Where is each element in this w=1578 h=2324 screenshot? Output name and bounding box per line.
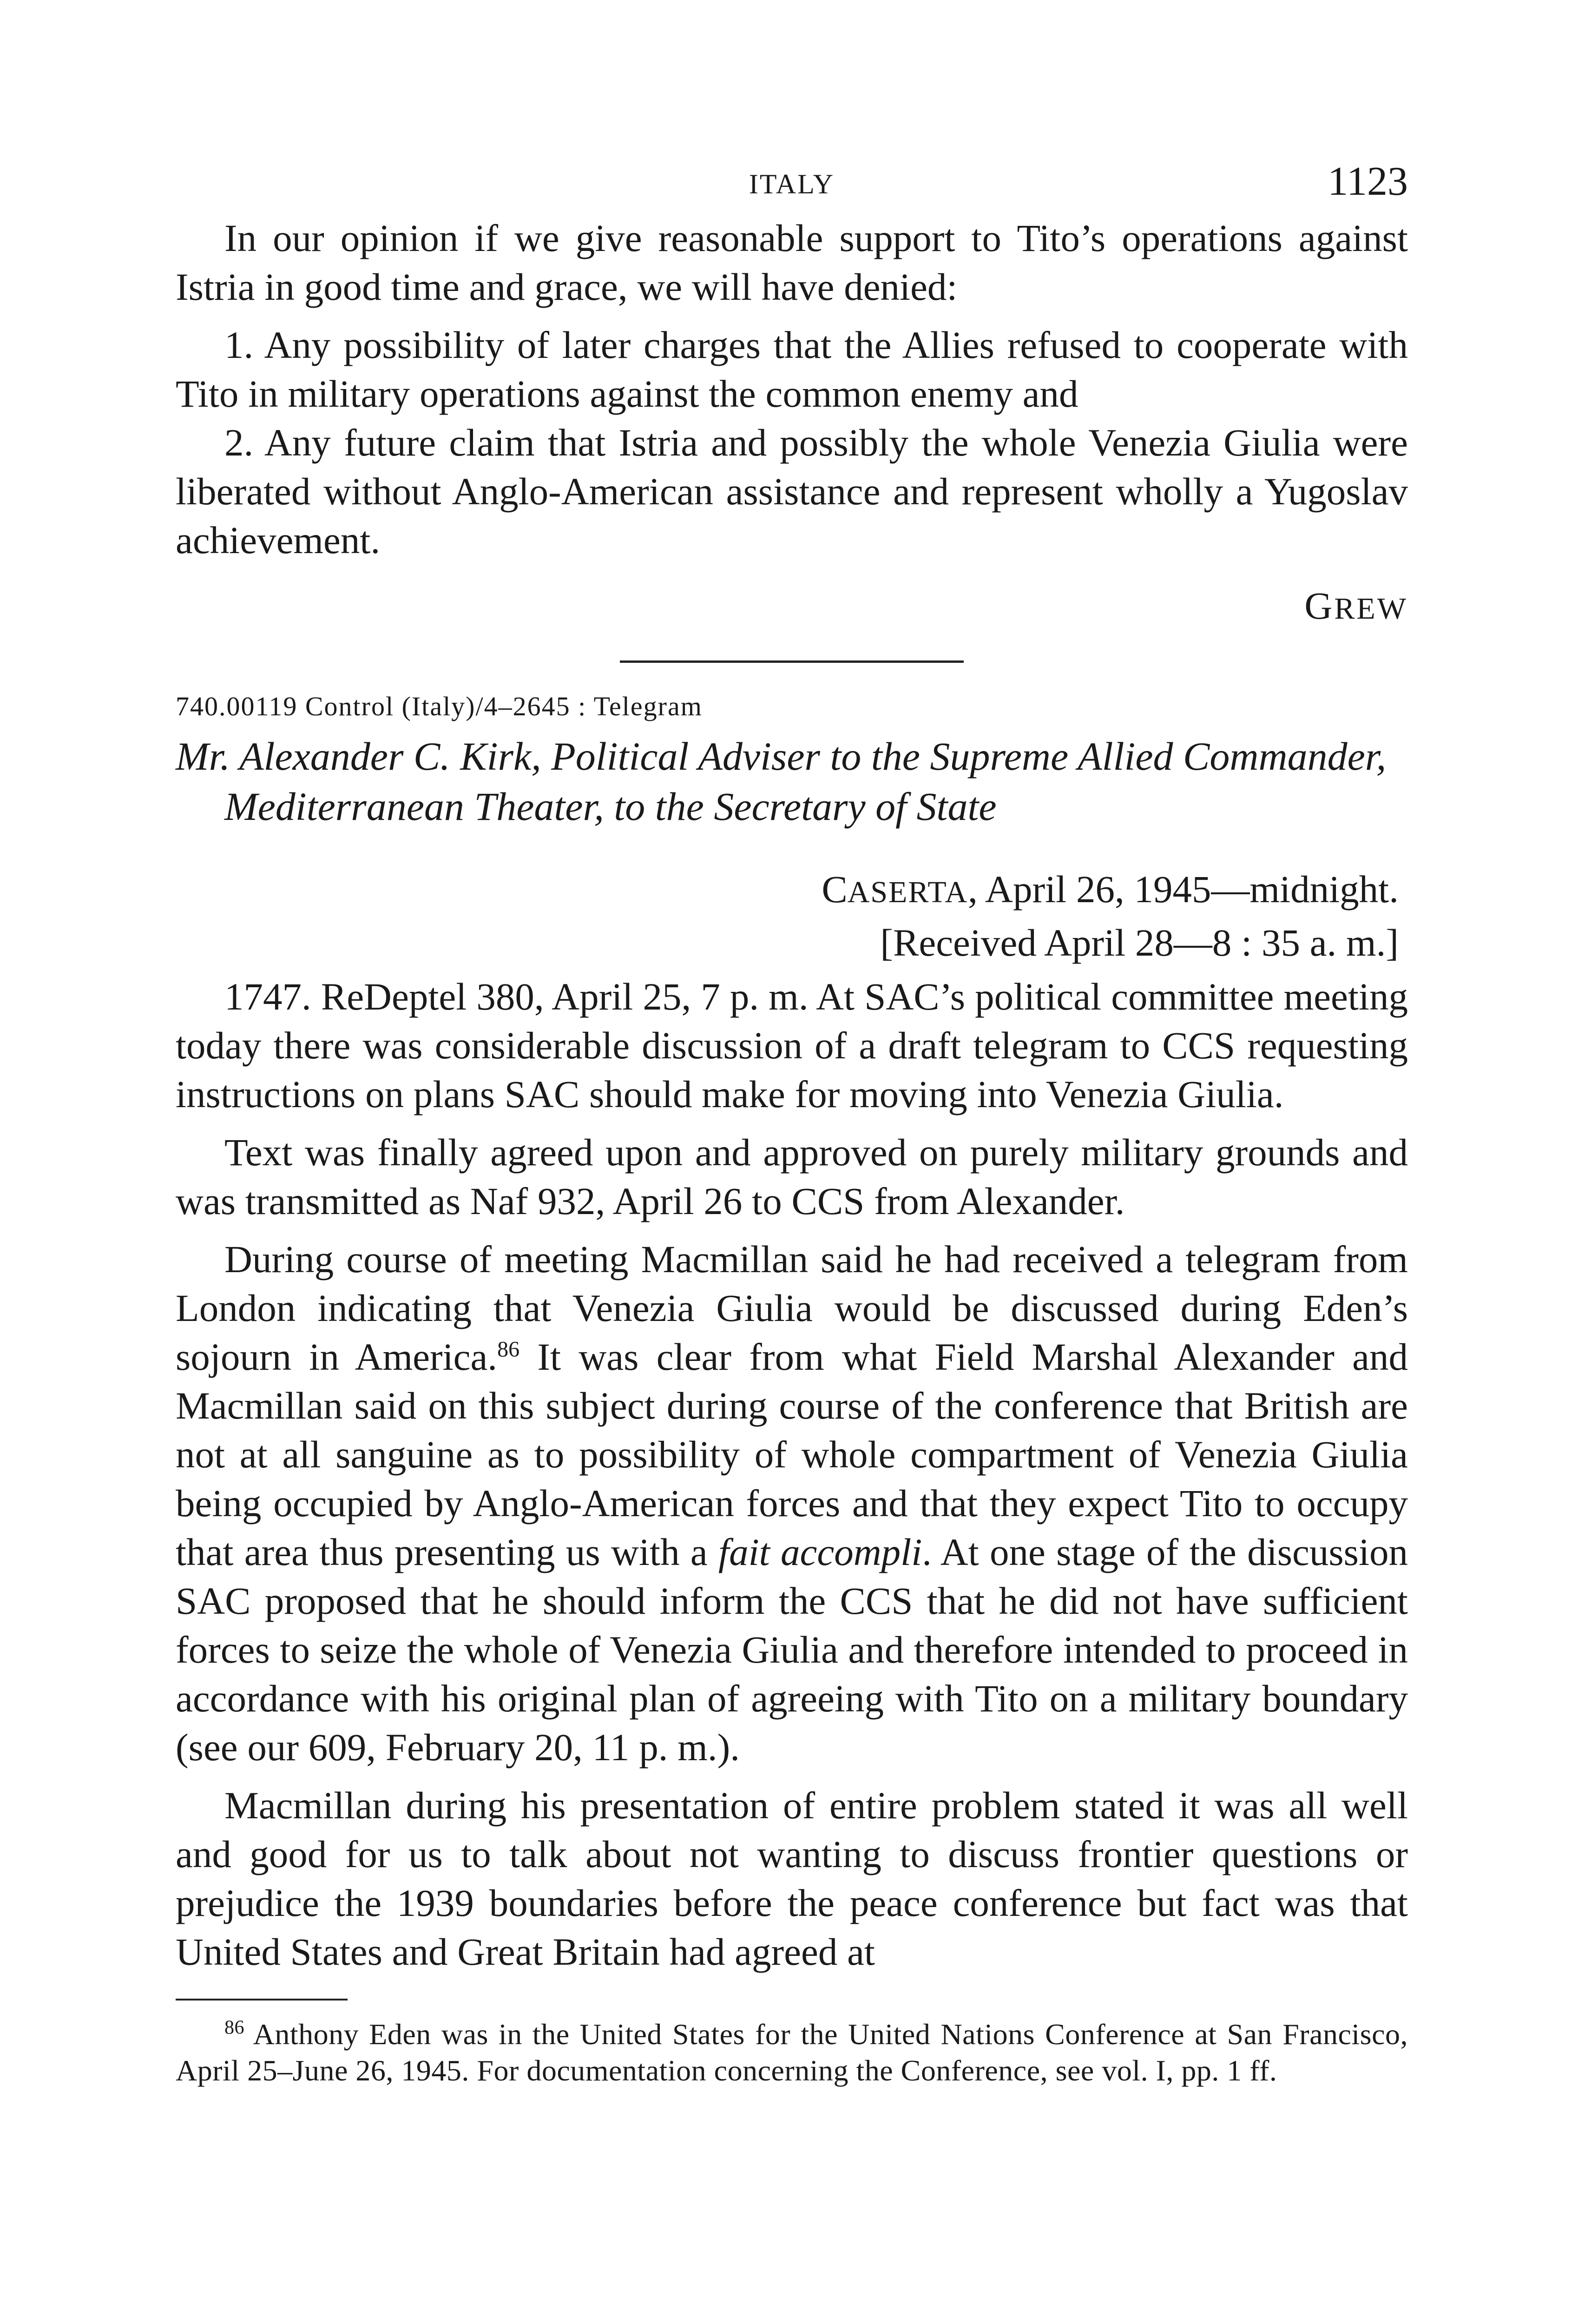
running-title: ITALY xyxy=(749,169,835,199)
heading-rest: , Political Adviser to the Supreme Allied Commander, Mediterranean Theater, to the Secretary of State xyxy=(224,734,1387,829)
dateline-date: , April 26, 1945—midnight. xyxy=(968,868,1399,911)
signature-rest: REW xyxy=(1334,592,1408,626)
dateline-place-date xyxy=(176,864,1399,918)
para-3-part-a: During course of meeting Macmillan said he had received a telegram from London indicating that Venezia Giulia would be discussed during Eden’s sojourn in America. xyxy=(176,1238,1408,1378)
footnote xyxy=(176,2016,1408,2089)
prev-list-item-1: 1. Any possibility of later charges that the Allies refused to cooperate with Tito in military operations against the common enemy and xyxy=(176,324,1408,415)
footnote-volume: I xyxy=(1156,2054,1166,2087)
dateline-place-initial: C xyxy=(822,868,848,911)
body-paragraph-1: 1747. ReDeptel 380, April 25, 7 p. m. At SAC’s political committee meeting today there was considerable discussion of a draft telegram to CCS requesting instructions on plans SAC should make for moving into Venezia Giulia. xyxy=(176,975,1408,1116)
footnote-mark: 86 xyxy=(224,2017,244,2039)
para-3-part-c: . At one stage of the discussion SAC proposed that he should inform the CCS that he did not have sufficient forces to seize the whole of Venezia Giulia and therefore intended to proceed in accordance with his original plan of agreeing with Tito on a military boundary (see our 609, February 20, 11 p. m.). xyxy=(176,1531,1408,1769)
para-3-part-b: It was clear from what Field Marshal Alexander and Macmillan said on this subject during course of the conference that British are not at all sanguine as to possibility of whole compartment of Venezia Giulia being occupied by Anglo-American forces and that they expect Tito to occupy that area thus presenting us with a xyxy=(176,1335,1408,1573)
para-3-italic: fait accompli xyxy=(718,1531,922,1573)
file-reference: 740.00119 Control (Italy)/4–2645 : Telegram xyxy=(176,691,703,721)
document-page xyxy=(176,158,1408,2089)
prev-intro-paragraph: In our opinion if we give reasonable support to Tito’s operations against Istria in good time and grace, we will have denied: xyxy=(176,217,1408,308)
signature-initial: G xyxy=(1304,584,1335,627)
page-number: 1123 xyxy=(1328,159,1408,204)
received-line: [Received April 28—8 : 35 a. m.] xyxy=(880,921,1399,964)
body-paragraph-2: Text was finally agreed upon and approved on purely military grounds and was transmitted as Naf 932, April 26 to CCS from Alexander. xyxy=(176,1131,1408,1222)
footnote-text-end: , pp. 1 ff. xyxy=(1166,2054,1277,2087)
dateline xyxy=(176,864,1408,968)
heading-name: Mr. Alexander C. Kirk xyxy=(176,734,532,779)
signature xyxy=(176,583,1408,628)
document-heading xyxy=(176,731,1408,832)
running-head xyxy=(176,158,1408,209)
section-divider xyxy=(620,660,964,663)
body-paragraph-4: Macmillan during his presentation of entire problem stated it was all well and good for us to talk about not wanting to discuss frontier questions or prejudice the 1939 boundaries before the peace conference but fact was that United States and Great Britain had agreed at xyxy=(176,1784,1408,1973)
footnote-text: Anthony Eden was in the United States for the United Nations Conference at San Francisco, April 25–June 26, 1945. For documentation concerning the Conference, see vol. xyxy=(176,2018,1408,2087)
footnote-reference[interactable]: 86 xyxy=(497,1337,520,1362)
body-paragraph-3 xyxy=(176,1235,1408,1772)
dateline-place-rest: ASERTA xyxy=(847,875,968,909)
prev-list-item-2: 2. Any future claim that Istria and possibly the whole Venezia Giulia were liberated without Anglo-American assistance and represent wholly a Yugoslav achievement. xyxy=(176,421,1408,561)
footnote-rule xyxy=(176,1999,348,2000)
